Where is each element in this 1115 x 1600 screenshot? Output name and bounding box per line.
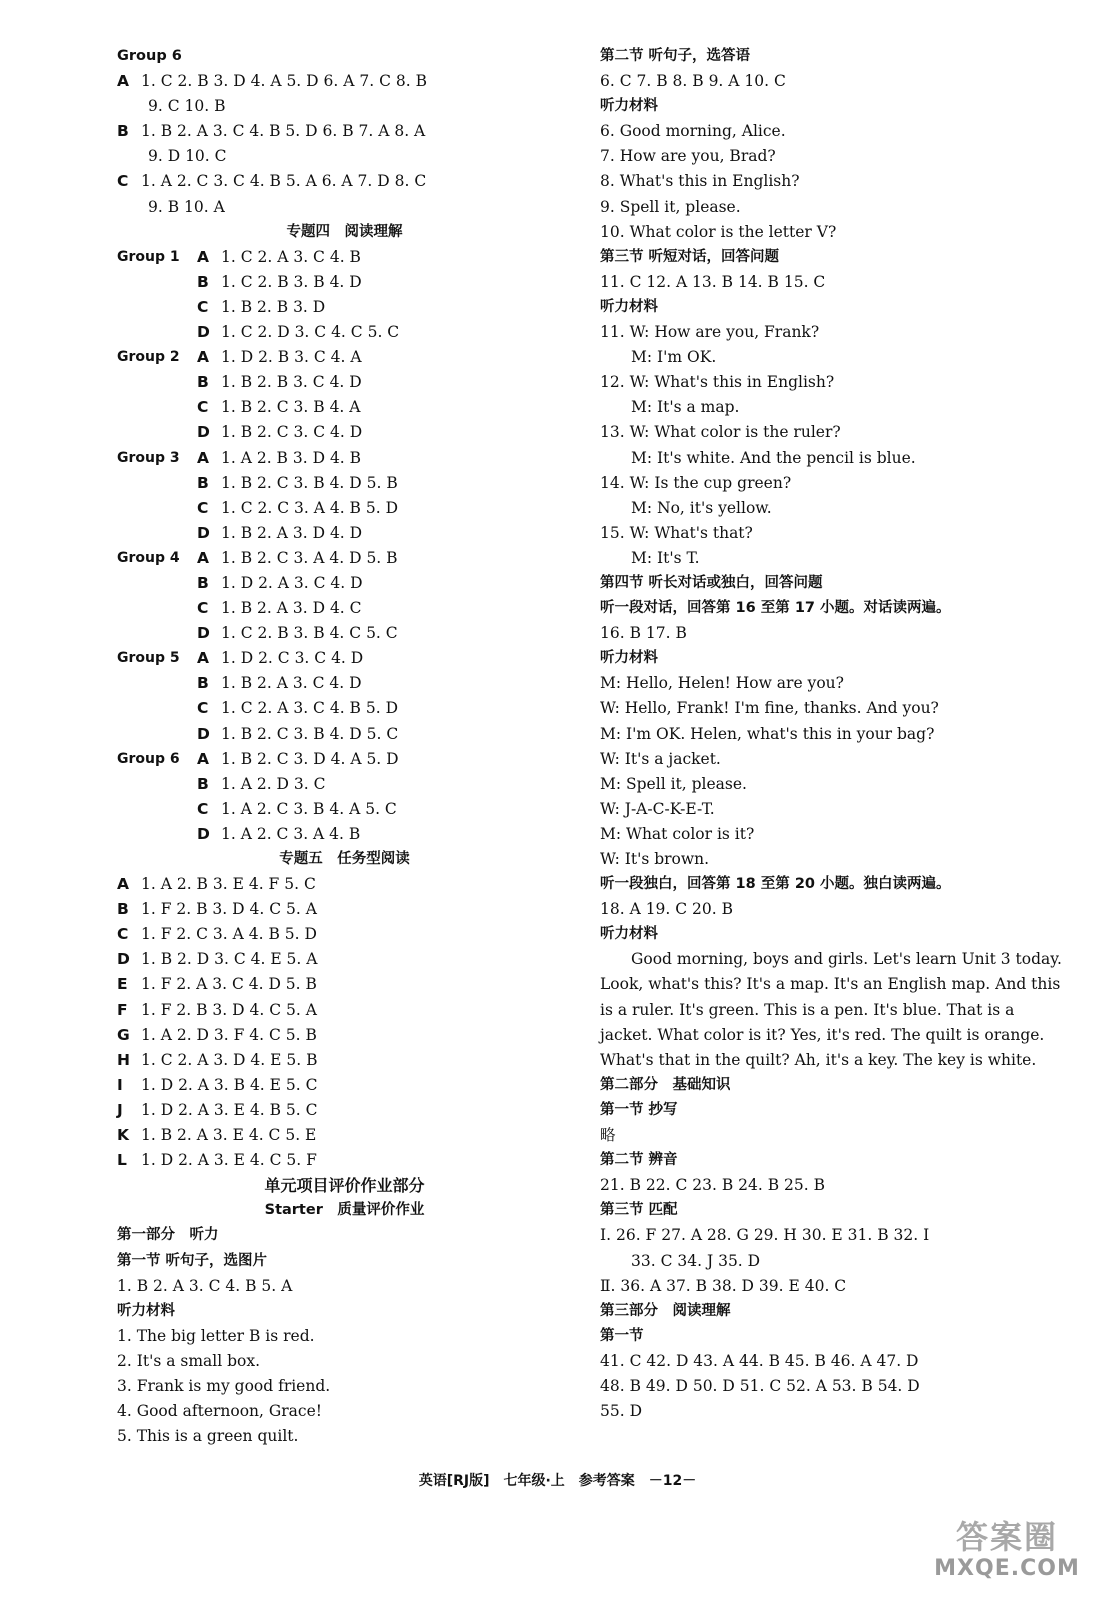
row-letter: B bbox=[117, 900, 129, 919]
row-content bbox=[197, 646, 572, 671]
dialog-line: M: What color is it? bbox=[600, 824, 755, 843]
row-content bbox=[197, 797, 572, 822]
row-letter: A bbox=[197, 348, 209, 367]
part1-heading: 第一部分 听力 bbox=[117, 1227, 219, 1244]
line-a: W: What's that? bbox=[629, 523, 753, 542]
row-letter: D bbox=[197, 724, 210, 743]
sec1-answers: 1. B 2. A 3. C 4. B 5. A bbox=[117, 1276, 293, 1295]
p2s1-heading: 第一节 抄写 bbox=[600, 1101, 678, 1118]
group-label bbox=[117, 822, 197, 847]
dialog-line-b: M: It's a map. bbox=[631, 398, 740, 417]
monologue-material-heading: 听力材料 bbox=[600, 926, 658, 943]
row-letter: C bbox=[197, 699, 209, 718]
group-label bbox=[117, 420, 197, 445]
row-letter: B bbox=[197, 373, 209, 392]
group-label bbox=[117, 295, 197, 320]
row-content bbox=[197, 446, 572, 471]
dialog-line: W: Hello, Frank! I'm fine, thanks. And you? bbox=[600, 699, 939, 718]
dialog-line: M: I'm OK. Helen, what's this in your bag? bbox=[600, 724, 935, 743]
row-letter: C bbox=[117, 172, 129, 191]
material-line: 1. The big letter B is red. bbox=[117, 1326, 315, 1345]
sec3-material-lines bbox=[600, 320, 1070, 571]
row-answers: 1. C 2. A 3. C 4. B bbox=[221, 247, 361, 266]
row-answers: 1. F 2. C 3. A 4. B 5. D bbox=[141, 925, 317, 944]
sec4-heading: 第四节 听长对话或独白，回答问题 bbox=[600, 574, 823, 591]
dialog-line: M: Hello, Helen! How are you? bbox=[600, 674, 844, 693]
row-letter: C bbox=[197, 398, 209, 417]
row-letter: B bbox=[197, 473, 209, 492]
row-letter: A bbox=[197, 247, 209, 266]
row-answers: 1. C 2. B 3. B 4. C 5. C bbox=[221, 624, 398, 643]
row-content bbox=[197, 571, 572, 596]
p2s3-line2: 33. C 34. J 35. D bbox=[631, 1251, 761, 1270]
row-letter: A bbox=[197, 448, 209, 467]
dialog-line bbox=[600, 370, 1070, 395]
topic5-row bbox=[117, 1098, 572, 1123]
row-letter: K bbox=[117, 1126, 130, 1145]
row-answers: 1. B 2. D 3. C 4. E 5. A bbox=[141, 950, 318, 969]
topic4-row bbox=[117, 696, 572, 721]
material-line: 10. What color is the letter V? bbox=[600, 222, 837, 241]
part3-heading: 第三部分 阅读理解 bbox=[600, 1302, 731, 1319]
row-answers: 1. B 2. C 3. B 4. D 5. B bbox=[221, 473, 398, 492]
group-label bbox=[117, 370, 197, 395]
row-answers: 1. B 2. C 3. C 4. D bbox=[221, 423, 363, 442]
row-letter: A bbox=[197, 749, 209, 768]
row-answers: 1. A 2. C 3. C 4. B 5. A 6. A 7. D 8. C bbox=[141, 172, 427, 191]
row-letter: I bbox=[117, 1075, 123, 1094]
topic4-row bbox=[117, 345, 572, 370]
group-label: Group 4 bbox=[117, 549, 180, 566]
watermark-logo bbox=[917, 1518, 1097, 1590]
sec2-heading: 第二节 听句子，选答语 bbox=[600, 48, 751, 64]
topic4-row bbox=[117, 395, 572, 420]
group-label bbox=[117, 521, 197, 546]
row-answers: 1. B 2. B 3. D bbox=[221, 297, 326, 316]
row-answers: 1. C 2. A 3. D 4. E 5. B bbox=[141, 1050, 318, 1069]
dialog-line bbox=[600, 320, 1070, 345]
row-letter: A bbox=[197, 548, 209, 567]
topic4-row bbox=[117, 772, 572, 797]
part2-heading: 第二部分 基础知识 bbox=[600, 1076, 731, 1093]
topic4-row bbox=[117, 646, 572, 671]
dialog-line-b: M: I'm OK. bbox=[631, 348, 717, 367]
p3-line3: 55. D bbox=[600, 1402, 643, 1421]
row-letter: G bbox=[117, 1025, 130, 1044]
item-number: 12. bbox=[600, 373, 625, 392]
group-label bbox=[117, 471, 197, 496]
sec4-answers-dialog: 16. B 17. B bbox=[600, 624, 687, 643]
row-content bbox=[197, 295, 572, 320]
row-content bbox=[197, 345, 572, 370]
row-letter: C bbox=[197, 599, 209, 618]
row-letter: D bbox=[197, 624, 210, 643]
material-line: 7. How are you, Brad? bbox=[600, 147, 776, 166]
dialog-line-b: M: It's white. And the pencil is blue. bbox=[631, 448, 916, 467]
p2s1-answer: 略 bbox=[600, 1126, 616, 1145]
dialog-line: W: It's a jacket. bbox=[600, 749, 721, 768]
sec2-answers: 6. C 7. B 8. B 9. A 10. C bbox=[600, 72, 786, 91]
topic5-answers bbox=[117, 872, 572, 1173]
row-answers: 1. D 2. A 3. E 4. B 5. C bbox=[141, 1100, 318, 1119]
row-letter: D bbox=[117, 950, 130, 969]
dialog-lines bbox=[600, 671, 1070, 872]
sec4-intro-dialog: 听一段对话，回答第 16 至第 17 小题。对话读两遍。 bbox=[600, 600, 951, 617]
watermark-url: MXQE.COM bbox=[934, 1556, 1080, 1581]
group-label bbox=[117, 496, 197, 521]
sec4-intro-monologue: 听一段独白，回答第 18 至第 20 小题。独白读两遍。 bbox=[600, 876, 951, 893]
row-answers: 1. A 2. D 3. F 4. C 5. B bbox=[141, 1025, 317, 1044]
dialog-line: W: It's brown. bbox=[600, 850, 710, 868]
material-line: 5. This is a green quilt. bbox=[117, 1427, 299, 1446]
row-letter: B bbox=[197, 774, 209, 793]
p3s1-heading: 第一节 bbox=[600, 1327, 644, 1344]
row-content bbox=[197, 496, 572, 521]
topic4-row bbox=[117, 747, 572, 772]
topic4-row bbox=[117, 596, 572, 621]
row-letter: D bbox=[197, 523, 210, 542]
row-content bbox=[197, 320, 572, 345]
row-letter: B bbox=[197, 272, 209, 291]
left-column bbox=[117, 44, 572, 1449]
topic4-row bbox=[117, 496, 572, 521]
sec2-material-heading: 听力材料 bbox=[600, 98, 658, 115]
group-label: Group 3 bbox=[117, 449, 180, 466]
material-line: 8. What's this in English? bbox=[600, 172, 800, 191]
group-label bbox=[117, 320, 197, 345]
row-content bbox=[197, 395, 572, 420]
row-content bbox=[197, 521, 572, 546]
topic5-row bbox=[117, 998, 572, 1023]
row-answers: 1. C 2. B 3. D 4. A 5. D 6. A 7. C 8. B bbox=[141, 72, 427, 91]
topic4-row bbox=[117, 295, 572, 320]
row-answers: 1. B 2. C 3. A 4. D 5. B bbox=[221, 548, 398, 567]
row-answers: 1. C 2. B 3. B 4. D bbox=[221, 272, 362, 291]
group-label bbox=[117, 772, 197, 797]
material-line: 4. Good afternoon, Grace! bbox=[117, 1402, 322, 1421]
monologue-text: Good morning, boys and girls. Let's learn Unit 3 today. Look, what's this? It's a map. It's an English map. And this is a ruler. It's green. This is a pen. It's blue. That is a jacket. What color is it? Yes, it's red. The quilt is orange. What's that in the quilt? Ah, it's a key. The key is white. bbox=[600, 950, 1062, 1069]
topic4-answers bbox=[117, 245, 572, 847]
topic4-row bbox=[117, 471, 572, 496]
row-content bbox=[197, 420, 572, 445]
sec3-heading: 第三节 听短对话，回答问题 bbox=[600, 248, 780, 265]
p2s3-heading: 第三节 匹配 bbox=[600, 1202, 678, 1219]
row-content bbox=[197, 270, 572, 295]
right-column bbox=[600, 44, 1070, 1424]
topic4-row bbox=[117, 370, 572, 395]
material-line: 2. It's a small box. bbox=[117, 1351, 261, 1370]
row-answers: 1. A 2. B 3. E 4. F 5. C bbox=[141, 875, 316, 894]
row-letter: D bbox=[197, 824, 210, 843]
row-letter: B bbox=[197, 573, 209, 592]
topic4-row bbox=[117, 245, 572, 270]
row-answers: 1. B 2. A 3. D 4. D bbox=[221, 523, 363, 542]
p2s3-line3: Ⅱ. 36. A 37. B 38. D 39. E 40. C bbox=[600, 1276, 847, 1295]
topic5-row bbox=[117, 872, 572, 897]
topic5-row bbox=[117, 1073, 572, 1098]
watermark-text: 答案圈 bbox=[955, 1518, 1058, 1556]
line-a: W: How are you, Frank? bbox=[629, 323, 820, 342]
row-content bbox=[197, 596, 572, 621]
topic5-row bbox=[117, 947, 572, 972]
row-answers: 1. B 2. C 3. D 4. A 5. D bbox=[221, 749, 399, 768]
topic5-row bbox=[117, 1048, 572, 1073]
group-label bbox=[117, 797, 197, 822]
row-content bbox=[197, 370, 572, 395]
row-content bbox=[197, 546, 572, 571]
group-label bbox=[117, 571, 197, 596]
p3-line2: 48. B 49. D 50. D 51. C 52. A 53. B 54. D bbox=[600, 1376, 920, 1395]
group-label: Group 2 bbox=[117, 349, 180, 366]
dialog-line: W: J-A-C-K-E-T. bbox=[600, 799, 715, 818]
group6-row-cont: 9. C 10. B bbox=[148, 97, 226, 116]
row-answers: 1. C 2. C 3. A 4. B 5. D bbox=[221, 498, 399, 517]
row-content bbox=[197, 245, 572, 270]
row-answers: 1. D 2. C 3. C 4. D bbox=[221, 649, 364, 668]
topic4-row bbox=[117, 621, 572, 646]
group6-row-cont: 9. B 10. A bbox=[148, 197, 225, 216]
row-content bbox=[197, 696, 572, 721]
row-content bbox=[197, 772, 572, 797]
row-letter: J bbox=[117, 1100, 123, 1119]
line-a: W: What color is the ruler? bbox=[629, 423, 841, 442]
row-answers: 1. D 2. B 3. C 4. A bbox=[221, 348, 362, 367]
material-line: 3. Frank is my good friend. bbox=[117, 1376, 331, 1395]
row-letter: A bbox=[197, 649, 209, 668]
row-answers: 1. A 2. D 3. C bbox=[221, 774, 326, 793]
row-content bbox=[197, 471, 572, 496]
line-a: W: Is the cup green? bbox=[629, 473, 792, 492]
topic5-row bbox=[117, 1023, 572, 1048]
dialog-line-b: M: It's T. bbox=[631, 548, 700, 567]
row-answers: 1. B 2. A 3. C 4. D bbox=[221, 674, 362, 693]
group6-row-cont: 9. D 10. C bbox=[148, 147, 227, 166]
p2s2-answers: 21. B 22. C 23. B 24. B 25. B bbox=[600, 1176, 826, 1195]
row-letter: C bbox=[117, 925, 129, 944]
row-answers: 1. F 2. A 3. C 4. D 5. B bbox=[141, 975, 317, 994]
group-label: Group 5 bbox=[117, 650, 180, 667]
starter-title: Starter 质量评价作业 bbox=[264, 1202, 425, 1219]
sec4-material-heading: 听力材料 bbox=[600, 650, 658, 667]
group-label bbox=[117, 596, 197, 621]
row-answers: 1. A 2. B 3. D 4. B bbox=[221, 448, 362, 467]
row-letter: D bbox=[197, 423, 210, 442]
sec3-material-heading: 听力材料 bbox=[600, 298, 658, 315]
row-letter: C bbox=[197, 297, 209, 316]
row-answers: 1. C 2. A 3. C 4. B 5. D bbox=[221, 699, 399, 718]
sec1-material-heading: 听力材料 bbox=[117, 1302, 175, 1319]
dialog-line bbox=[600, 471, 1070, 496]
group6-row bbox=[117, 119, 572, 144]
row-letter: B bbox=[197, 674, 209, 693]
topic4-row bbox=[117, 320, 572, 345]
row-content bbox=[197, 822, 572, 847]
row-answers: 1. A 2. C 3. B 4. A 5. C bbox=[221, 799, 397, 818]
sec3-answers: 11. C 12. A 13. B 14. B 15. C bbox=[600, 272, 826, 291]
group6-row bbox=[117, 169, 572, 194]
row-answers: 1. D 2. A 3. C 4. D bbox=[221, 573, 363, 592]
row-answers: 1. B 2. C 3. B 4. D 5. C bbox=[221, 724, 399, 743]
page-footer: 英语[RJ版] 七年级·上 参考答案 －12－ bbox=[418, 1473, 697, 1489]
row-content bbox=[197, 747, 572, 772]
topic4-row bbox=[117, 722, 572, 747]
row-answers: 1. C 2. D 3. C 4. C 5. C bbox=[221, 323, 400, 342]
row-letter: C bbox=[197, 799, 209, 818]
sec4-answers-monologue: 18. A 19. C 20. B bbox=[600, 900, 734, 919]
row-answers: 1. B 2. C 3. B 4. A bbox=[221, 398, 361, 417]
topic5-row bbox=[117, 1123, 572, 1148]
group6-title: Group 6 bbox=[117, 48, 182, 64]
topic4-row bbox=[117, 797, 572, 822]
group-label bbox=[117, 621, 197, 646]
group6-answers bbox=[117, 69, 572, 220]
item-number: 15. bbox=[600, 523, 625, 542]
row-answers: 1. D 2. A 3. B 4. E 5. C bbox=[141, 1075, 318, 1094]
row-answers: 1. B 2. B 3. C 4. D bbox=[221, 373, 362, 392]
row-letter: D bbox=[197, 323, 210, 342]
sec1-heading: 第一节 听句子，选图片 bbox=[117, 1252, 268, 1269]
item-number: 13. bbox=[600, 423, 625, 442]
group-label: Group 1 bbox=[117, 248, 180, 265]
topic4-row bbox=[117, 822, 572, 847]
row-letter: B bbox=[117, 122, 129, 141]
unit-title: 单元项目评价作业部分 bbox=[264, 1176, 425, 1196]
row-answers: 1. B 2. A 3. E 4. C 5. E bbox=[141, 1126, 317, 1145]
dialog-line bbox=[600, 521, 1070, 546]
dialog-line bbox=[600, 420, 1070, 445]
p2s2-heading: 第二节 辨音 bbox=[600, 1152, 678, 1169]
row-letter: H bbox=[117, 1050, 130, 1069]
row-answers: 1. F 2. B 3. D 4. C 5. A bbox=[141, 1000, 317, 1019]
row-answers: 1. B 2. A 3. D 4. C bbox=[221, 599, 362, 618]
line-a: W: What's this in English? bbox=[629, 373, 835, 392]
row-content bbox=[197, 722, 572, 747]
topic4-row bbox=[117, 671, 572, 696]
topic5-row bbox=[117, 1148, 572, 1173]
topic4-row bbox=[117, 521, 572, 546]
row-content bbox=[197, 621, 572, 646]
sec1-material-lines bbox=[117, 1324, 572, 1449]
p2s3-line1: Ⅰ. 26. F 27. A 28. G 29. H 30. E 31. B 32. I bbox=[600, 1226, 930, 1245]
group-label: Group 6 bbox=[117, 750, 180, 767]
group-label bbox=[117, 722, 197, 747]
item-number: 14. bbox=[600, 473, 625, 492]
row-letter: F bbox=[117, 1000, 128, 1019]
topic4-row bbox=[117, 420, 572, 445]
topic4-row bbox=[117, 446, 572, 471]
row-letter: L bbox=[117, 1151, 127, 1170]
material-line: 6. Good morning, Alice. bbox=[600, 122, 786, 141]
row-letter: A bbox=[117, 72, 129, 91]
topic5-row bbox=[117, 922, 572, 947]
sec2-material-lines bbox=[600, 119, 1070, 244]
group-label bbox=[117, 270, 197, 295]
topic4-row bbox=[117, 270, 572, 295]
group-label bbox=[117, 696, 197, 721]
material-line: 9. Spell it, please. bbox=[600, 197, 741, 216]
item-number: 11. bbox=[600, 323, 625, 342]
topic4-row bbox=[117, 571, 572, 596]
row-answers: 1. D 2. A 3. E 4. C 5. F bbox=[141, 1151, 317, 1170]
row-answers: 1. F 2. B 3. D 4. C 5. A bbox=[141, 900, 317, 919]
row-answers: 1. A 2. C 3. A 4. B bbox=[221, 824, 361, 843]
topic4-row bbox=[117, 546, 572, 571]
topic5-row bbox=[117, 972, 572, 997]
group-label bbox=[117, 395, 197, 420]
topic4-title: 专题四 阅读理解 bbox=[286, 223, 403, 240]
row-letter: C bbox=[197, 498, 209, 517]
group-label bbox=[117, 671, 197, 696]
topic5-title: 专题五 任务型阅读 bbox=[279, 851, 410, 867]
dialog-line-b: M: No, it's yellow. bbox=[631, 498, 772, 517]
group6-row bbox=[117, 69, 572, 94]
row-letter: A bbox=[117, 875, 129, 894]
row-content bbox=[197, 671, 572, 696]
dialog-line: M: Spell it, please. bbox=[600, 774, 747, 793]
row-letter: E bbox=[117, 975, 128, 994]
p3-line1: 41. C 42. D 43. A 44. B 45. B 46. A 47. D bbox=[600, 1351, 919, 1370]
row-answers: 1. B 2. A 3. C 4. B 5. D 6. B 7. A 8. A bbox=[141, 122, 426, 141]
topic5-row bbox=[117, 897, 572, 922]
